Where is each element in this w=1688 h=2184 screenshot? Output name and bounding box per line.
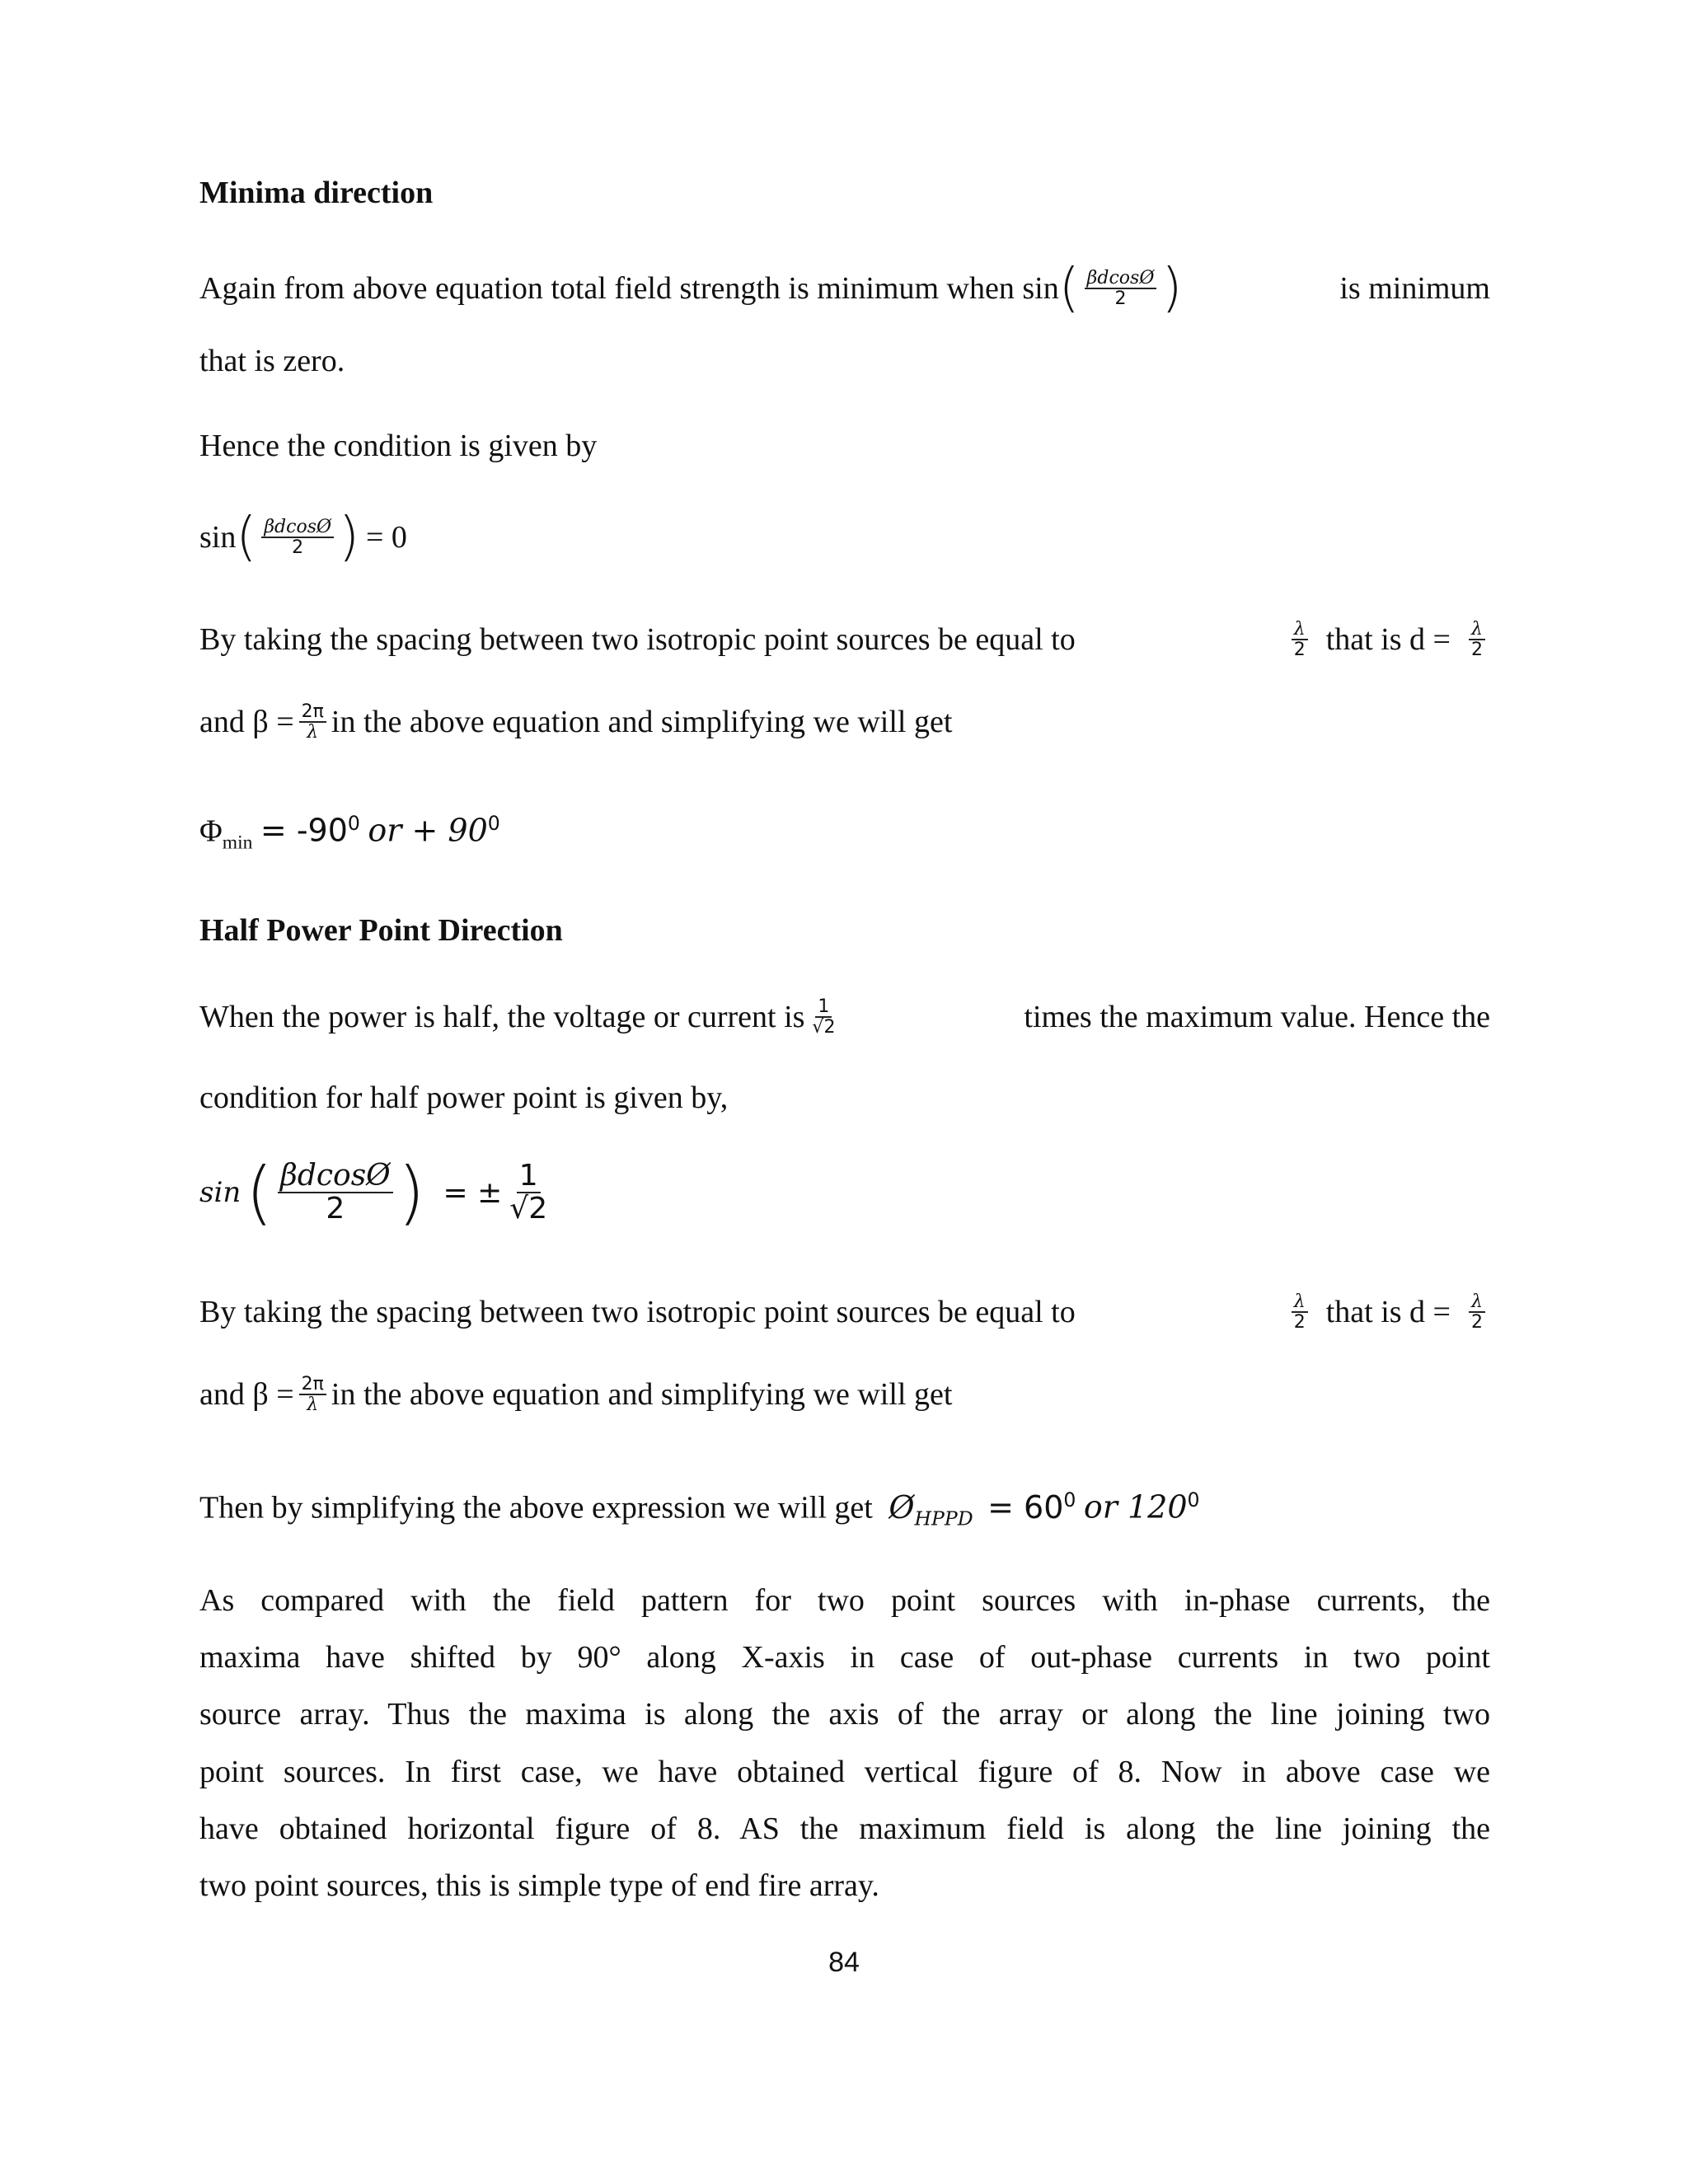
paragraph-line-6: two point sources, this is simple type of end fire array. — [199, 1868, 879, 1903]
minima-line1-text: Again from above equation total field strength is minimum when sin — [199, 271, 1059, 306]
half-power-line1: When the power is half, the voltage or current is $\frac{1}{√2}$ times the maximum value. Hence the — [199, 996, 1490, 1038]
minima-line1: Again from above equation total field strength is minimum when sin ( $\frac{\beta dcosØ}{2}$ ) is minimum — [199, 258, 1490, 319]
minima-line1-tail: is minimum — [1339, 271, 1490, 306]
half-power-line2: condition for half power point is given by, — [199, 1080, 729, 1115]
minima-beta-line: and β = $\frac{2\pi}{\lambda}$ in the above equation and simplifying we will get — [199, 701, 953, 743]
minima-fraction: $\frac{\beta dcosØ}{2}$ — [1085, 269, 1157, 308]
half-power-equation: sin ( $\frac{\beta dcosØ}{2}$ ) = ± $\frac{1}{√2}$ — [199, 1152, 548, 1233]
paragraph-line-4: point sources. In first case, we have obtained vertical figure of 8. Now in above case we — [199, 1755, 1490, 1789]
minima-heading: Minima direction — [199, 176, 434, 210]
hppd-result-line: Then by simplifying the above expression we will get $Ø_{HPPD} = 60^0$ or $120^0$ — [199, 1488, 1200, 1530]
phi-min-result: $\Phi_{min} = -90^0$ or + $90^0$ — [199, 812, 500, 854]
paragraph-line-3: source array. Thus the maxima is along the axis of the array or along the line joining two — [199, 1697, 1490, 1732]
half-power-heading: Half Power Point Direction — [199, 913, 563, 948]
half-power-spacing-line: By taking the spacing between two isotropic point sources be equal to $\frac{\lambda}{2}$ that is d = $\frac{\lambda}{2}$ — [199, 1292, 1490, 1332]
minima-line2: that is zero. — [199, 344, 345, 378]
minima-spacing-line: By taking the spacing between two isotropic point sources be equal to $\frac{\lambda}{2}$ that is d = $\frac{\lambda}{2}$ — [199, 620, 1490, 659]
paragraph-line-5: have obtained horizontal figure of 8. AS the maximum field is along the line joining the — [199, 1811, 1490, 1846]
minima-condition-equation: sin ( $\frac{\beta dcosØ}{2}$ ) = 0 — [199, 507, 407, 568]
paragraph-line-2: maxima have shifted by 90° along X-axis in case of out-phase currents in two point — [199, 1640, 1490, 1675]
paragraph-line-1: As compared with the field pattern for two point sources with in-phase currents, the — [199, 1583, 1490, 1618]
minima-condition-intro: Hence the condition is given by — [199, 429, 598, 463]
half-power-beta-line: and β = $\frac{2\pi}{\lambda}$ in the above equation and simplifying we will get — [199, 1374, 953, 1416]
page-number: 84 — [828, 1947, 860, 1978]
